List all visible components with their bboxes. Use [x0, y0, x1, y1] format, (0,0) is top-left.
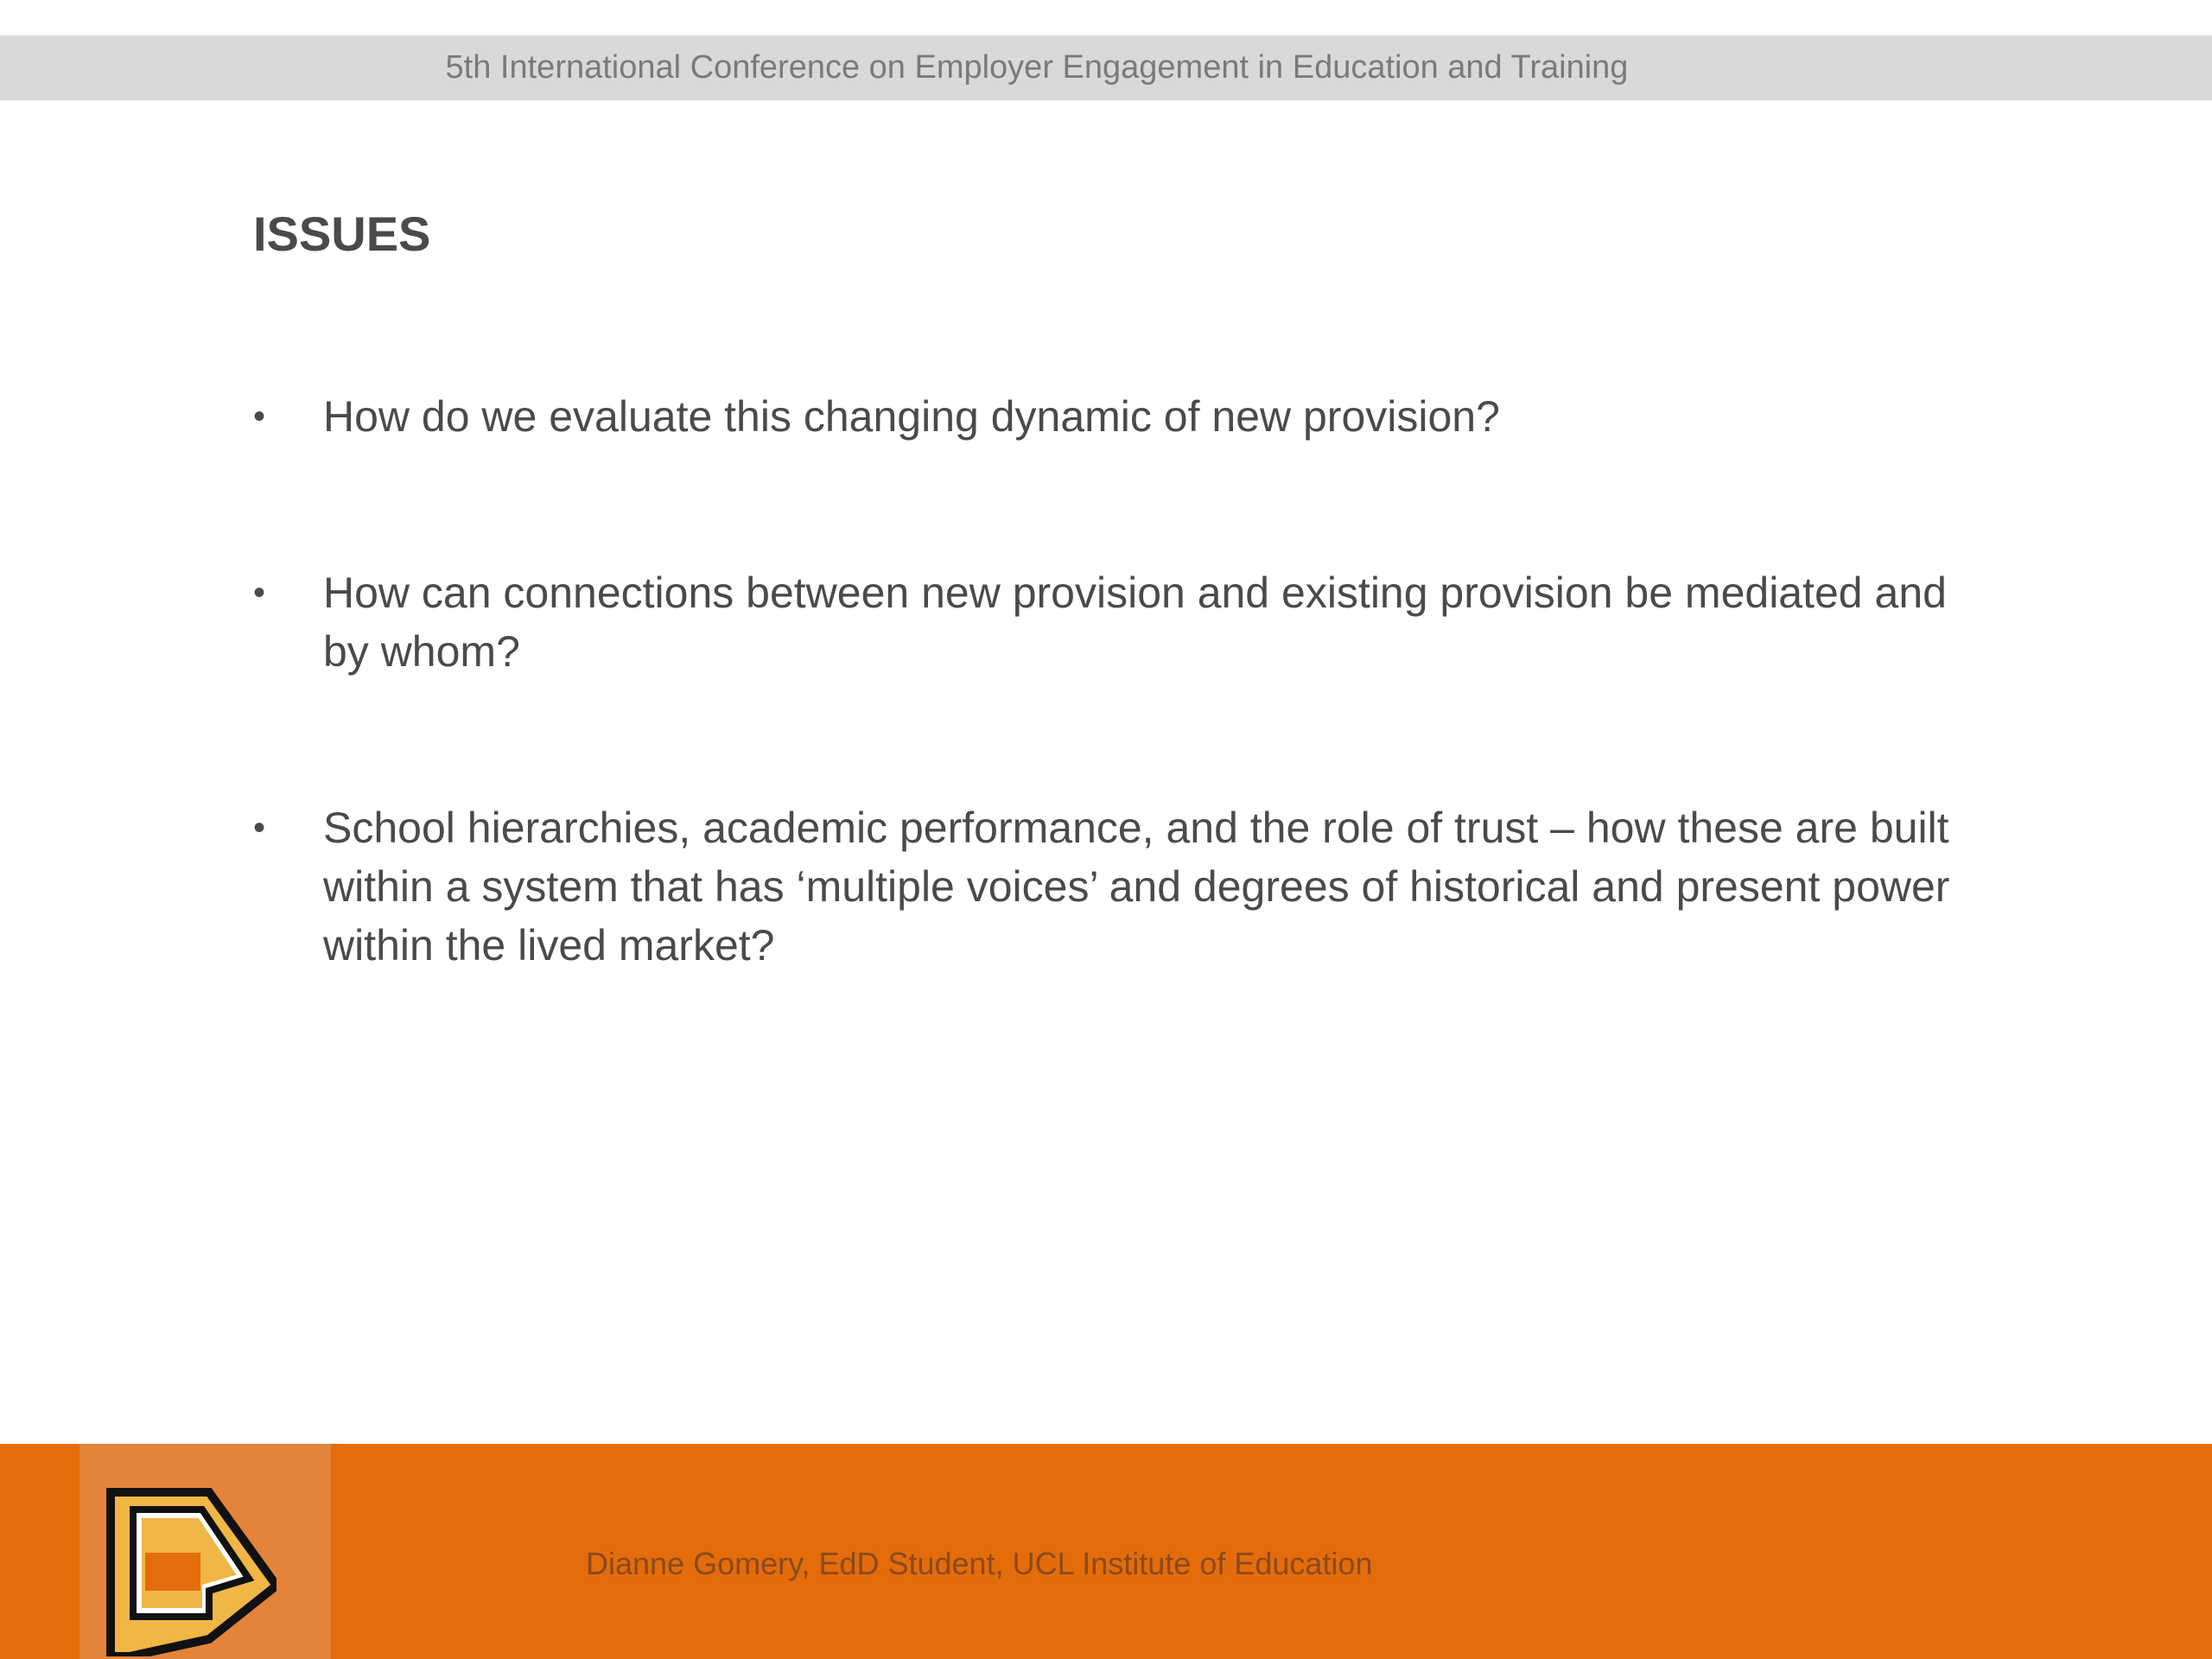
- bullet-item: [253, 798, 1981, 975]
- footer-band: [0, 1444, 2212, 1659]
- bullet-dot: •: [253, 397, 266, 435]
- slide-title: ISSUES: [253, 207, 431, 261]
- header-band: [0, 35, 2212, 100]
- bullet-text: How do we evaluate this changing dynamic of new provision?: [323, 392, 1500, 441]
- author-credit: Dianne Gomery, EdD Student, UCL Institute of Education: [586, 1546, 1373, 1581]
- edge-logo-icon: [104, 1484, 276, 1656]
- bullet-item: [253, 387, 1981, 446]
- bullet-list: [253, 387, 1981, 975]
- bullet-item: [253, 563, 1981, 681]
- conference-title: 5th International Conference on Employer Engagement in Education and Training: [445, 49, 1629, 86]
- bullet-text: School hierarchies, academic performance, and the role of trust – how these are built within a system that has ‘multiple voices’ and degrees of historical and present power within the lived market?: [323, 804, 1950, 969]
- bullet-text: How can connections between new provision and existing provision be mediated and by whom?: [323, 569, 1947, 676]
- logo-box: [79, 1444, 331, 1659]
- bullet-dot: •: [253, 574, 266, 612]
- bullet-dot: •: [253, 809, 266, 847]
